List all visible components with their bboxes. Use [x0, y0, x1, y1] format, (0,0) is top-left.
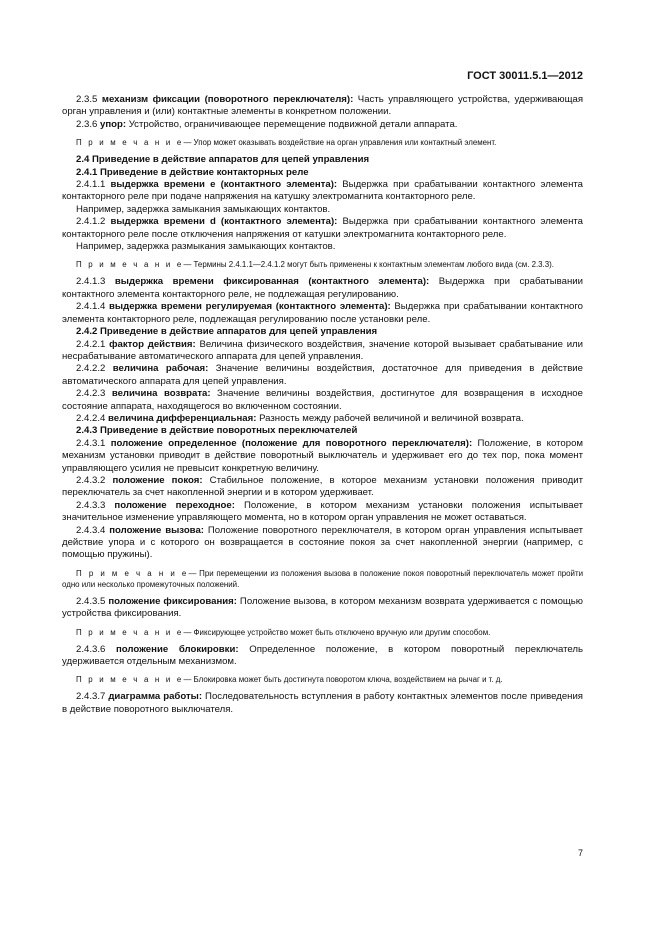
- definition-text: Положение вызова, в котором механизм возврата удерживается с помощью устройства фиксирования.: [62, 595, 584, 620]
- definition-text: Разность между рабочей величиной и величиной возврата.: [259, 412, 524, 424]
- definition-text: Например, задержка размыкания замыкающих контактов.: [76, 241, 336, 253]
- term-name: выдержка времени d (контактного элемента):: [110, 216, 338, 228]
- note-label: П р и м е ч а н и е: [76, 627, 184, 637]
- definition-text: Положение, в котором механизм установки приводит в действие поворотный выключатель и удерживает его до тех пор, пока момент управляющего усилия не превысит конкретную величину.: [62, 437, 583, 474]
- example-paragraph: [62, 204, 583, 216]
- note: [62, 674, 583, 685]
- clause-number: 2.4.3.7: [76, 691, 106, 703]
- clause-number: 2.3.6: [76, 118, 98, 130]
- clause-number: 2.4.3.4: [76, 524, 106, 536]
- section-heading: [62, 425, 583, 437]
- section-number: 2.4.1: [76, 166, 98, 178]
- clause-number: 2.4.3.3: [76, 499, 106, 511]
- definition-text: Положение поворотного переключателя, в котором орган управления испытывает действие упора и с которого он возвращается в состояние покоя за счет накопленной энергии (например, с помощью пружины).: [62, 524, 584, 561]
- term-name: положение фиксирования:: [108, 595, 237, 607]
- note-text: — Упор может оказывать воздействие на орган управления или контактный элемент.: [183, 138, 497, 148]
- note: [62, 568, 583, 590]
- section-title: Приведение в действие поворотных переключателей: [100, 425, 358, 437]
- term-name: положение вызова:: [109, 524, 204, 536]
- clause-number: 2.4.3.6: [76, 643, 106, 655]
- note-label: П р и м е ч а н и е: [76, 260, 184, 270]
- term-name: положение блокировки:: [116, 643, 239, 655]
- term-definition: [62, 119, 583, 131]
- clause-number: 2.4.1.4: [76, 301, 106, 313]
- section-title: Приведение в действие аппаратов для цепей управления: [100, 326, 378, 338]
- note-text: — При перемещении из положения вызова в положение покоя поворотный переключатель может пройти одно или несколько промежуточных положений.: [62, 568, 583, 589]
- example-paragraph: [62, 241, 583, 253]
- clause-number: 2.4.3.2: [76, 474, 106, 486]
- clause-number: 2.4.3.1: [76, 437, 106, 449]
- page-number: 7: [577, 848, 583, 858]
- term-name: выдержка времени регулируемая (контактного элемента):: [109, 301, 391, 313]
- term-name: величина возврата:: [111, 388, 211, 400]
- term-definition: [62, 179, 583, 204]
- clause-number: 2.3.5: [76, 94, 98, 105]
- clause-number: 2.4.2.2: [76, 363, 106, 375]
- term-name: фактор действия:: [109, 338, 196, 350]
- term-name: механизм фиксации (поворотного переключателя):: [101, 94, 354, 105]
- section-heading: [62, 326, 583, 338]
- term-name: выдержка времени е (контактного элемента):: [110, 179, 338, 191]
- section-heading: [62, 154, 583, 166]
- section-title: Приведение в действие контакторных реле: [100, 166, 309, 178]
- term-definition: [62, 525, 583, 562]
- definition-text: Определенное положение, в котором поворотный переключатель удерживается отдельным механизмом.: [62, 643, 583, 668]
- note-text: — Термины 2.4.1.1—2.4.1.2 могут быть применены к контактным элементам любого вида (см. 2.3.3).: [183, 260, 554, 270]
- note: [62, 627, 583, 638]
- term-definition: [62, 438, 583, 475]
- definition-text: Часть управляющего устройства, удерживающая орган управления и (или) контактные элементы в конкретном положении.: [62, 94, 584, 118]
- clause-number: 2.4.2.1: [76, 338, 106, 350]
- note-label: П р и м е ч а н и е: [76, 138, 184, 148]
- note: [62, 259, 583, 270]
- term-definition: [62, 276, 583, 301]
- note-text: — Фиксирующее устройство может быть отключено вручную или другим способом.: [183, 627, 491, 637]
- term-name: величина рабочая:: [112, 363, 209, 375]
- clause-number: 2.4.2.3: [76, 388, 106, 400]
- term-definition: [62, 691, 583, 716]
- term-definition: [62, 301, 583, 326]
- term-definition: [62, 475, 583, 500]
- note-text: — Блокировка может быть достигнута поворотом ключа, воздействием на рычаг и т. д.: [183, 675, 503, 685]
- term-definition: [62, 339, 583, 364]
- note: [62, 137, 583, 148]
- term-name: положение определенное (положение для поворотного переключателя):: [110, 437, 473, 449]
- definition-text: Значение величины воздействия, достаточное для приведения в действие автоматического аппарата для цепей управления.: [62, 363, 583, 387]
- section-title: Приведение в действие аппаратов для цепей управления: [92, 154, 370, 166]
- section-number: 2.4.3: [76, 425, 98, 437]
- definition-text: Например, задержка замыкания замыкающих контактов.: [76, 203, 331, 215]
- term-name: диаграмма работы:: [108, 691, 203, 703]
- definition-text: Положение, в котором механизм установки положения испытывает значительное изменение управляющего момента, но в котором орган управления не может оставаться.: [62, 499, 583, 524]
- term-definition: [62, 644, 583, 669]
- definition-text: Выдержка при срабатывании контактного элемента контакторного реле при подаче напряжения на катушку электромагнита контакторного реле.: [62, 179, 584, 203]
- term-definition: [62, 500, 583, 525]
- term-name: выдержка времени фиксированная (контактного элемента):: [114, 276, 430, 288]
- term-definition: [62, 363, 583, 388]
- clause-number: 2.4.1.2: [76, 216, 106, 228]
- definition-text: Стабильное положение, в которое механизм установки положения приводит переключатель за счет накопленной энергии и в котором удерживает.: [62, 474, 584, 499]
- term-definition: [62, 94, 583, 119]
- note-label: П р и м е ч а н и е: [76, 568, 189, 578]
- definition-text: Выдержка при срабатывании контактного элемента контакторного реле после отключения напряжения от катушки электромагнита контакторного реле.: [62, 216, 583, 240]
- note-label: П р и м е ч а н и е: [76, 675, 184, 685]
- clause-number: 2.4.1.3: [76, 276, 106, 288]
- section-heading: [62, 167, 583, 179]
- definition-text: Устройство, ограничивающее перемещение подвижной детали аппарата.: [128, 118, 458, 130]
- definition-text: Величина физического воздействия, значение которой вызывает срабатывание или несрабатывание автоматического аппарата для цепей управления.: [62, 338, 584, 362]
- term-definition: [62, 413, 583, 425]
- section-number: 2.4.2: [76, 326, 98, 338]
- clause-number: 2.4.1.1: [76, 179, 106, 191]
- term-name: величина дифференциальная:: [108, 412, 257, 424]
- document-body: [62, 94, 583, 716]
- term-definition: [62, 216, 583, 241]
- term-definition: [62, 596, 583, 621]
- term-name: положение переходное:: [114, 499, 235, 511]
- definition-text: Последовательность вступления в работу контактных элементов после приведения в действие поворотного выключателя.: [62, 691, 584, 715]
- clause-number: 2.4.2.4: [76, 412, 106, 424]
- definition-text: Значение величины воздействия, достигнутое для возвращения в исходное состояние аппарата, находящегося во включенном состоянии.: [62, 388, 583, 412]
- section-number: 2.4: [76, 154, 90, 166]
- term-name: упор:: [100, 118, 127, 130]
- term-definition: [62, 388, 583, 413]
- definition-text: Выдержка при срабатывании контактного элемента контакторного реле, подлежащая регулированию после установки реле.: [62, 301, 583, 325]
- clause-number: 2.4.3.5: [76, 595, 106, 607]
- term-name: положение покоя:: [112, 474, 203, 486]
- document-code-header: ГОСТ 30011.5.1—2012: [467, 70, 583, 82]
- definition-text: Выдержка при срабатывании контактного элемента контакторного реле, не подлежащая регулированию.: [62, 276, 583, 300]
